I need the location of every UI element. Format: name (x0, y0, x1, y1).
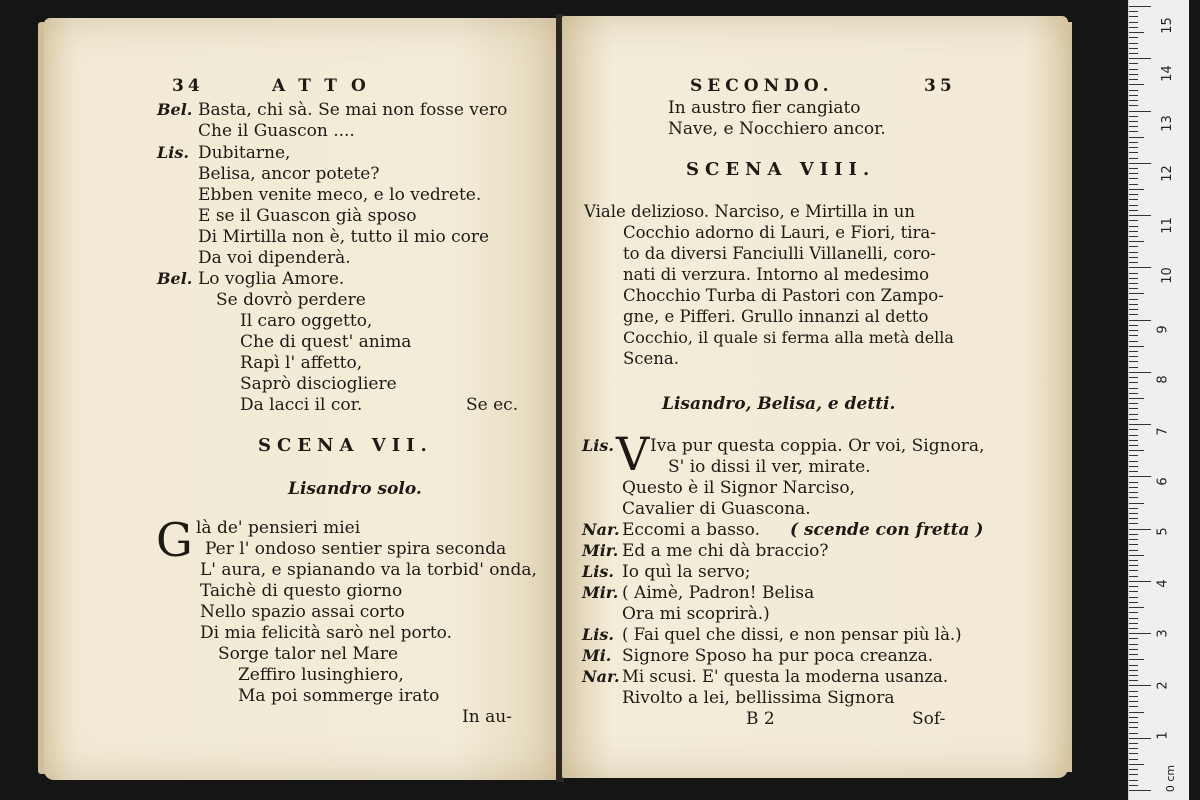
ruler-tick (1129, 210, 1138, 211)
ruler-tick (1129, 320, 1151, 321)
ruler-tick (1129, 388, 1138, 389)
ruler-tick (1129, 497, 1138, 498)
ruler-tick (1129, 330, 1138, 331)
aria-line: L' aura, e spianando va la torbid' onda, (200, 560, 537, 580)
ruler-tick (1129, 382, 1138, 383)
ruler-tick (1129, 733, 1138, 734)
ruler-tick (1129, 341, 1138, 342)
ruler-tick (1129, 351, 1138, 352)
character-line: Lisandro, Belisa, e detti. (662, 394, 896, 414)
ruler-tick (1129, 293, 1144, 294)
dialogue-line: Iva pur questa coppia. Or voi, Signora, (650, 436, 985, 456)
verse-line: Rapì l' affetto, (240, 353, 363, 373)
aria-line: là de' pensieri miei (196, 518, 361, 538)
ruler-tick (1129, 534, 1138, 535)
catchword-left: In au- (462, 707, 512, 727)
ruler-tick (1129, 236, 1138, 237)
ruler-tick (1129, 487, 1138, 488)
verse-line: Da lacci il cor. (240, 395, 363, 415)
ruler-tick (1129, 450, 1144, 451)
ruler-tick (1129, 398, 1144, 399)
ruler-tick (1129, 142, 1138, 143)
ruler-tick (1129, 367, 1138, 368)
dialogue-line: S' io dissi il ver, mirate. (668, 457, 871, 477)
ruler-tick (1129, 429, 1138, 430)
ruler-tick (1129, 701, 1138, 702)
speaker-label: Lis. (157, 143, 189, 162)
dialogue-line: Ora mi scoprirà.) (622, 604, 770, 624)
verse-line: Che di quest' anima (240, 332, 412, 352)
ruler-tick (1129, 356, 1138, 357)
ruler-tick (1129, 372, 1151, 373)
speaker-label: Mi. (582, 646, 612, 665)
aria-line: Sorge talor nel Mare (218, 644, 399, 664)
ruler-tick (1129, 717, 1138, 718)
ruler-tick (1129, 346, 1144, 347)
ruler-tick (1129, 16, 1138, 17)
verse-line: Nave, e Nocchiero ancor. (668, 119, 886, 139)
stage-direction-line: gne, e Pifferi. Grullo innanzi al detto (623, 307, 929, 326)
ruler-tick (1129, 680, 1138, 681)
drop-cap: V (616, 427, 650, 481)
ruler-tick (1129, 257, 1138, 258)
verse-line: Ebben venite meco, e lo vedrete. (198, 185, 482, 205)
verse-line: In austro fier cangiato (668, 98, 861, 118)
ruler-number: 13 (1159, 115, 1175, 132)
aria-line: Zeffiro lusinghiero, (238, 665, 404, 685)
verse-line: Lo voglia Amore. (198, 269, 345, 289)
speaker-label: Bel. (157, 269, 193, 288)
ruler-tick (1129, 555, 1144, 556)
aria-line: Di mia felicità sarò nel porto. (200, 623, 453, 643)
ruler-tick (1129, 764, 1144, 765)
ruler-tick (1129, 455, 1138, 456)
ruler-tick (1129, 314, 1138, 315)
page-number-left: 34 (172, 76, 204, 96)
dialogue-line: Eccomi a basso. (622, 520, 760, 540)
ruler-tick (1129, 654, 1138, 655)
ruler-tick (1129, 753, 1138, 754)
ruler-tick (1129, 403, 1138, 404)
ruler-tick (1129, 591, 1138, 592)
ruler-tick (1129, 649, 1138, 650)
ruler-tick (1129, 581, 1151, 582)
ruler-tick (1129, 111, 1151, 112)
ruler-tick (1129, 597, 1138, 598)
ruler-tick (1129, 147, 1138, 148)
ruler-tick (1129, 189, 1144, 190)
stage-direction-line: Cocchio, il quale si ferma alla metà della (623, 328, 954, 347)
ruler-tick (1129, 69, 1138, 70)
ruler-tick (1129, 482, 1138, 483)
stage-direction-line: Chocchio Turba di Pastori con Zampo- (623, 286, 944, 305)
ruler-number: 1 (1155, 731, 1171, 740)
ruler-number: 4 (1155, 579, 1171, 588)
ruler-tick (1129, 466, 1138, 467)
speaker-label: Mir. (582, 583, 619, 602)
ruler-tick (1129, 691, 1138, 692)
ruler-tick (1129, 461, 1138, 462)
ruler-tick (1129, 602, 1138, 603)
dialogue-line: Rivolto a lei, bellissima Signora (622, 688, 895, 708)
ruler-tick (1129, 79, 1138, 80)
ruler-tick (1129, 560, 1138, 561)
ruler-tick (1129, 267, 1151, 268)
speaker-label: Lis. (582, 625, 614, 644)
ruler-tick (1129, 220, 1138, 221)
verse-line: Dubitarne, (198, 143, 291, 163)
ruler-tick (1129, 780, 1138, 781)
ruler-number: 3 (1155, 629, 1171, 638)
ruler-tick (1129, 304, 1138, 305)
verse-line: Da voi dipenderà. (198, 248, 351, 268)
ruler-tick (1129, 199, 1138, 200)
ruler-tick (1129, 252, 1138, 253)
ruler-tick (1129, 623, 1138, 624)
aria-line: Taichè di questo giorno (200, 581, 403, 601)
speaker-label: Lis. (582, 436, 614, 455)
ruler-tick (1129, 759, 1138, 760)
ruler-tick (1129, 105, 1138, 106)
ruler-tick (1129, 586, 1138, 587)
ruler-tick (1129, 644, 1138, 645)
ruler-tick (1129, 84, 1144, 85)
ruler-tick (1129, 435, 1138, 436)
ruler-tick (1129, 37, 1138, 38)
verse-line: Il caro oggetto, (240, 311, 373, 331)
ruler-tick (1129, 712, 1144, 713)
ruler-number: 11 (1159, 217, 1175, 234)
ruler-number: 15 (1159, 17, 1175, 34)
running-head-left: ATTO (272, 76, 380, 96)
ruler-number: 12 (1159, 165, 1175, 182)
ruler-tick (1129, 32, 1144, 33)
ruler-tick (1129, 774, 1138, 775)
running-head-right: SECONDO. (690, 76, 834, 96)
ruler-tick (1129, 408, 1138, 409)
ruler-tick (1129, 503, 1144, 504)
verse-line: Se dovrò perdere (216, 290, 366, 310)
ruler-tick (1129, 539, 1138, 540)
ruler-tick (1129, 215, 1151, 216)
ruler-tick (1129, 299, 1138, 300)
ruler-number: 6 (1155, 477, 1171, 486)
ruler-tick (1129, 790, 1151, 791)
verse-line: Di Mirtilla non è, tutto il mio core (198, 227, 490, 247)
ruler-number: 2 (1155, 681, 1171, 690)
ruler-tick (1129, 544, 1138, 545)
ruler-tick (1129, 638, 1138, 639)
ruler-tick (1129, 570, 1138, 571)
ruler-tick (1129, 508, 1138, 509)
dialogue-line: Signore Sposo ha pur poca creanza. (622, 646, 934, 666)
stage-direction-line: to da diversi Fanciulli Villanelli, coro- (623, 244, 936, 263)
ruler-tick (1129, 685, 1151, 686)
ruler-number: 14 (1159, 65, 1175, 82)
ruler-tick (1129, 168, 1138, 169)
dialogue-line: Io quì la servo; (622, 562, 751, 582)
speaker-label: Lis. (582, 562, 614, 581)
ruler-tick (1129, 445, 1138, 446)
ruler-tick (1129, 194, 1138, 195)
stage-note: ( scende con fretta ) (790, 520, 984, 540)
ruler-number: 5 (1155, 527, 1171, 536)
ruler-tick (1129, 440, 1138, 441)
dialogue-line: Questo è il Signor Narciso, (622, 478, 856, 498)
ruler-tick (1129, 361, 1138, 362)
aria-line: Ma poi sommerge irato (238, 686, 440, 706)
verse-line: Che il Guascon .... (198, 121, 355, 141)
ruler-tick (1129, 184, 1138, 185)
ruler-tick (1129, 414, 1138, 415)
ruler-tick (1129, 131, 1138, 132)
ruler-tick (1129, 137, 1144, 138)
measuring-ruler (1128, 0, 1189, 800)
ruler-tick (1129, 727, 1138, 728)
ruler-tick (1129, 492, 1138, 493)
scene-heading: SCENA VIII. (686, 159, 876, 180)
ruler-tick (1129, 231, 1138, 232)
ruler-tick (1129, 288, 1138, 289)
ruler-tick (1129, 53, 1138, 54)
ruler-tick (1129, 628, 1138, 629)
ruler-tick (1129, 278, 1138, 279)
speaker-label: Mir. (582, 541, 619, 560)
ruler-number: 7 (1155, 427, 1171, 436)
ruler-number: 10 (1159, 267, 1175, 284)
ruler-tick (1129, 11, 1138, 12)
ruler-tick (1129, 513, 1138, 514)
ruler-tick (1129, 706, 1138, 707)
page-number-right: 35 (924, 76, 956, 96)
aria-line: Nello spazio assai corto (200, 602, 405, 622)
speaker-label: Nar. (582, 667, 620, 686)
ruler-tick (1129, 670, 1138, 671)
ruler-tick (1129, 95, 1138, 96)
catchword-right: Sof- (912, 709, 946, 729)
ruler-tick (1129, 158, 1138, 159)
ruler-tick (1129, 226, 1138, 227)
ruler-tick (1129, 273, 1138, 274)
verse-line: Belisa, ancor potete? (198, 164, 380, 184)
verse-line: E se il Guascon già sposo (198, 206, 417, 226)
ruler-tick (1129, 178, 1138, 179)
ruler-tick (1129, 471, 1138, 472)
ruler-tick (1129, 576, 1138, 577)
verse-line: Basta, chi sà. Se mai non fosse vero (198, 100, 508, 120)
ruler-tick (1129, 163, 1151, 164)
ruler-tick (1129, 612, 1138, 613)
ruler-tick (1129, 116, 1138, 117)
signature-mark: B 2 (746, 709, 775, 729)
ruler-tick (1129, 283, 1138, 284)
ruler-tick (1129, 393, 1138, 394)
ruler-tick (1129, 22, 1138, 23)
speaker-label: Bel. (157, 100, 193, 119)
ruler-tick (1129, 518, 1138, 519)
ruler-tick (1129, 173, 1138, 174)
ruler-tick (1129, 48, 1138, 49)
ruler-number: 8 (1155, 375, 1171, 384)
ruler-tick (1129, 241, 1144, 242)
ruler-tick (1129, 529, 1151, 530)
ruler-tick (1129, 6, 1151, 7)
ruler-tick (1129, 696, 1138, 697)
dialogue-line: ( Fai quel che dissi, e non pensar più là.) (622, 625, 962, 644)
stage-direction-line: Cocchio adorno di Lauri, e Fiori, tira- (623, 223, 936, 242)
aria-line: Per l' ondoso sentier spira seconda (205, 539, 507, 559)
ruler-tick (1129, 58, 1151, 59)
scene-heading: SCENA VII. (258, 435, 433, 456)
dialogue-line: Cavalier di Guascona. (622, 499, 811, 519)
ruler-tick (1129, 74, 1138, 75)
dialogue-line: Mi scusi. E' questa la moderna usanza. (622, 667, 949, 686)
ruler-tick (1129, 476, 1151, 477)
ruler-tick (1129, 246, 1138, 247)
ruler-tick (1129, 743, 1138, 744)
ruler-tick (1129, 100, 1138, 101)
ruler-tick (1129, 424, 1151, 425)
ruler-unit-label: 0 cm (1164, 764, 1178, 793)
ruler-tick (1129, 769, 1138, 770)
character-line: Lisandro solo. (288, 479, 422, 499)
dialogue-line: ( Aimè, Padron! Belisa (622, 583, 815, 603)
ruler-tick (1129, 152, 1138, 153)
ruler-tick (1129, 565, 1138, 566)
dialogue-line: Ed a me chi dà braccio? (622, 541, 829, 561)
ruler-tick (1129, 205, 1138, 206)
drop-cap: G (156, 513, 193, 567)
ruler-tick (1129, 618, 1138, 619)
stage-direction-line: Scena. (623, 349, 680, 368)
verse-line: Saprò disciogliere (240, 374, 397, 394)
ruler-tick (1129, 43, 1138, 44)
ruler-tick (1129, 607, 1144, 608)
ruler-tick (1129, 126, 1138, 127)
stage-direction-line: Viale delizioso. Narciso, e Mirtilla in un (584, 202, 915, 221)
ruler-tick (1129, 675, 1138, 676)
ruler-tick (1129, 309, 1138, 310)
exit-note: Se ec. (466, 395, 519, 415)
ruler-tick (1129, 785, 1138, 786)
ruler-tick (1129, 90, 1138, 91)
ruler-tick (1129, 523, 1138, 524)
ruler-tick (1129, 665, 1138, 666)
speaker-label: Nar. (582, 520, 620, 539)
ruler-tick (1129, 748, 1138, 749)
ruler-tick (1129, 633, 1151, 634)
ruler-tick (1129, 419, 1138, 420)
ruler-tick (1129, 63, 1138, 64)
stage-direction-line: nati di verzura. Intorno al medesimo (623, 265, 930, 284)
ruler-number: 9 (1155, 325, 1171, 334)
ruler-tick (1129, 27, 1138, 28)
ruler-tick (1129, 722, 1138, 723)
ruler-tick (1129, 377, 1138, 378)
ruler-tick (1129, 659, 1144, 660)
ruler-tick (1129, 262, 1138, 263)
ruler-tick (1129, 335, 1138, 336)
ruler-tick (1129, 738, 1151, 739)
ruler-tick (1129, 550, 1138, 551)
ruler-tick (1129, 121, 1138, 122)
ruler-tick (1129, 325, 1138, 326)
